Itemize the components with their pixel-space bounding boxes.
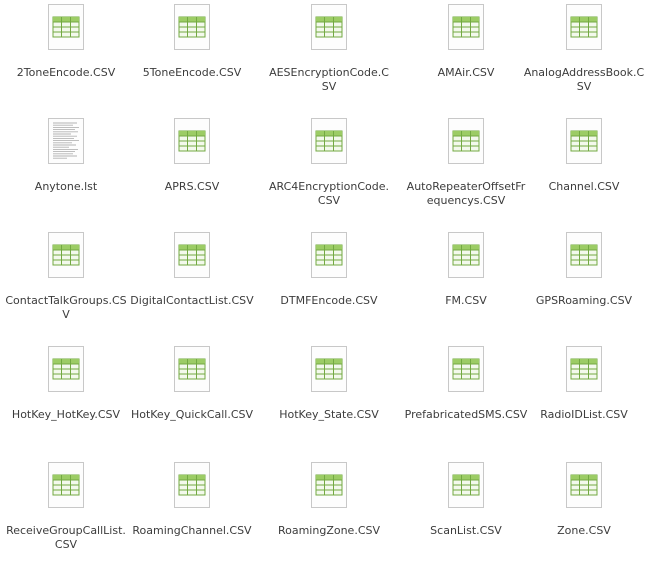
- file-item[interactable]: [522, 346, 646, 450]
- file-name: HotKey_HotKey.CSV: [11, 408, 121, 421]
- file-item[interactable]: [130, 462, 254, 566]
- file-item[interactable]: [404, 4, 528, 108]
- spreadsheet-icon: [448, 232, 484, 278]
- file-name: 5ToneEncode.CSV: [142, 66, 242, 79]
- spreadsheet-icon: [566, 232, 602, 278]
- spreadsheet-icon: [311, 118, 347, 164]
- file-name: ARC4EncryptionCode.CSV: [268, 180, 389, 207]
- file-item[interactable]: [4, 118, 128, 222]
- file-item[interactable]: [404, 232, 528, 336]
- file-item[interactable]: [522, 232, 646, 336]
- spreadsheet-icon: [311, 232, 347, 278]
- file-name: RoamingChannel.CSV: [132, 524, 252, 537]
- file-name: RadioIDList.CSV: [540, 408, 628, 421]
- spreadsheet-icon: [48, 232, 84, 278]
- spreadsheet-icon: [566, 346, 602, 392]
- spreadsheet-icon: [174, 462, 210, 508]
- spreadsheet-icon: [48, 4, 84, 50]
- file-item[interactable]: [4, 232, 128, 336]
- file-name: APRS.CSV: [164, 180, 220, 193]
- file-item[interactable]: [404, 462, 528, 566]
- spreadsheet-icon: [311, 346, 347, 392]
- file-name: AMAir.CSV: [437, 66, 495, 79]
- spreadsheet-icon: [48, 462, 84, 508]
- file-item[interactable]: [522, 4, 646, 108]
- file-item[interactable]: [267, 4, 391, 108]
- spreadsheet-icon: [448, 118, 484, 164]
- file-name: DTMFEncode.CSV: [280, 294, 378, 307]
- spreadsheet-icon: [566, 118, 602, 164]
- file-name: Anytone.lst: [34, 180, 98, 193]
- text-document-icon: [48, 118, 84, 164]
- file-item[interactable]: [267, 232, 391, 336]
- spreadsheet-icon: [311, 462, 347, 508]
- spreadsheet-icon: [174, 118, 210, 164]
- file-item[interactable]: [522, 462, 646, 566]
- file-name: 2ToneEncode.CSV: [16, 66, 116, 79]
- spreadsheet-icon: [448, 346, 484, 392]
- file-item[interactable]: [130, 118, 254, 222]
- file-item[interactable]: [404, 346, 528, 450]
- spreadsheet-icon: [174, 232, 210, 278]
- file-item[interactable]: [130, 346, 254, 450]
- file-name: ScanList.CSV: [430, 524, 502, 537]
- file-name: FM.CSV: [445, 294, 487, 307]
- spreadsheet-icon: [174, 4, 210, 50]
- spreadsheet-icon: [174, 346, 210, 392]
- file-item[interactable]: [267, 462, 391, 566]
- spreadsheet-icon: [448, 4, 484, 50]
- file-name: RoamingZone.CSV: [277, 524, 381, 537]
- file-item[interactable]: [267, 118, 391, 222]
- file-name: ContactTalkGroups.CSV: [5, 294, 127, 321]
- file-name: AutoRepeaterOffsetFrequencys.CSV: [406, 180, 526, 207]
- file-item[interactable]: [267, 346, 391, 450]
- spreadsheet-icon: [311, 4, 347, 50]
- file-item[interactable]: [522, 118, 646, 222]
- file-name: PrefabricatedSMS.CSV: [404, 408, 528, 421]
- file-item[interactable]: [404, 118, 528, 222]
- file-item[interactable]: [4, 462, 128, 566]
- file-name: HotKey_QuickCall.CSV: [130, 408, 254, 421]
- file-name: GPSRoaming.CSV: [535, 294, 633, 307]
- file-item[interactable]: [4, 346, 128, 450]
- spreadsheet-icon: [566, 4, 602, 50]
- file-name: Channel.CSV: [548, 180, 620, 193]
- spreadsheet-icon: [48, 346, 84, 392]
- spreadsheet-icon: [448, 462, 484, 508]
- file-name: DigitalContactList.CSV: [130, 294, 254, 307]
- file-name: ReceiveGroupCallList.CSV: [6, 524, 126, 551]
- spreadsheet-icon: [566, 462, 602, 508]
- file-name: AnalogAddressBook.CSV: [523, 66, 645, 93]
- file-item[interactable]: [130, 232, 254, 336]
- file-item[interactable]: [4, 4, 128, 108]
- file-name: AESEncryptionCode.CSV: [269, 66, 389, 93]
- file-item[interactable]: [130, 4, 254, 108]
- file-name: HotKey_State.CSV: [279, 408, 379, 421]
- file-name: Zone.CSV: [557, 524, 611, 537]
